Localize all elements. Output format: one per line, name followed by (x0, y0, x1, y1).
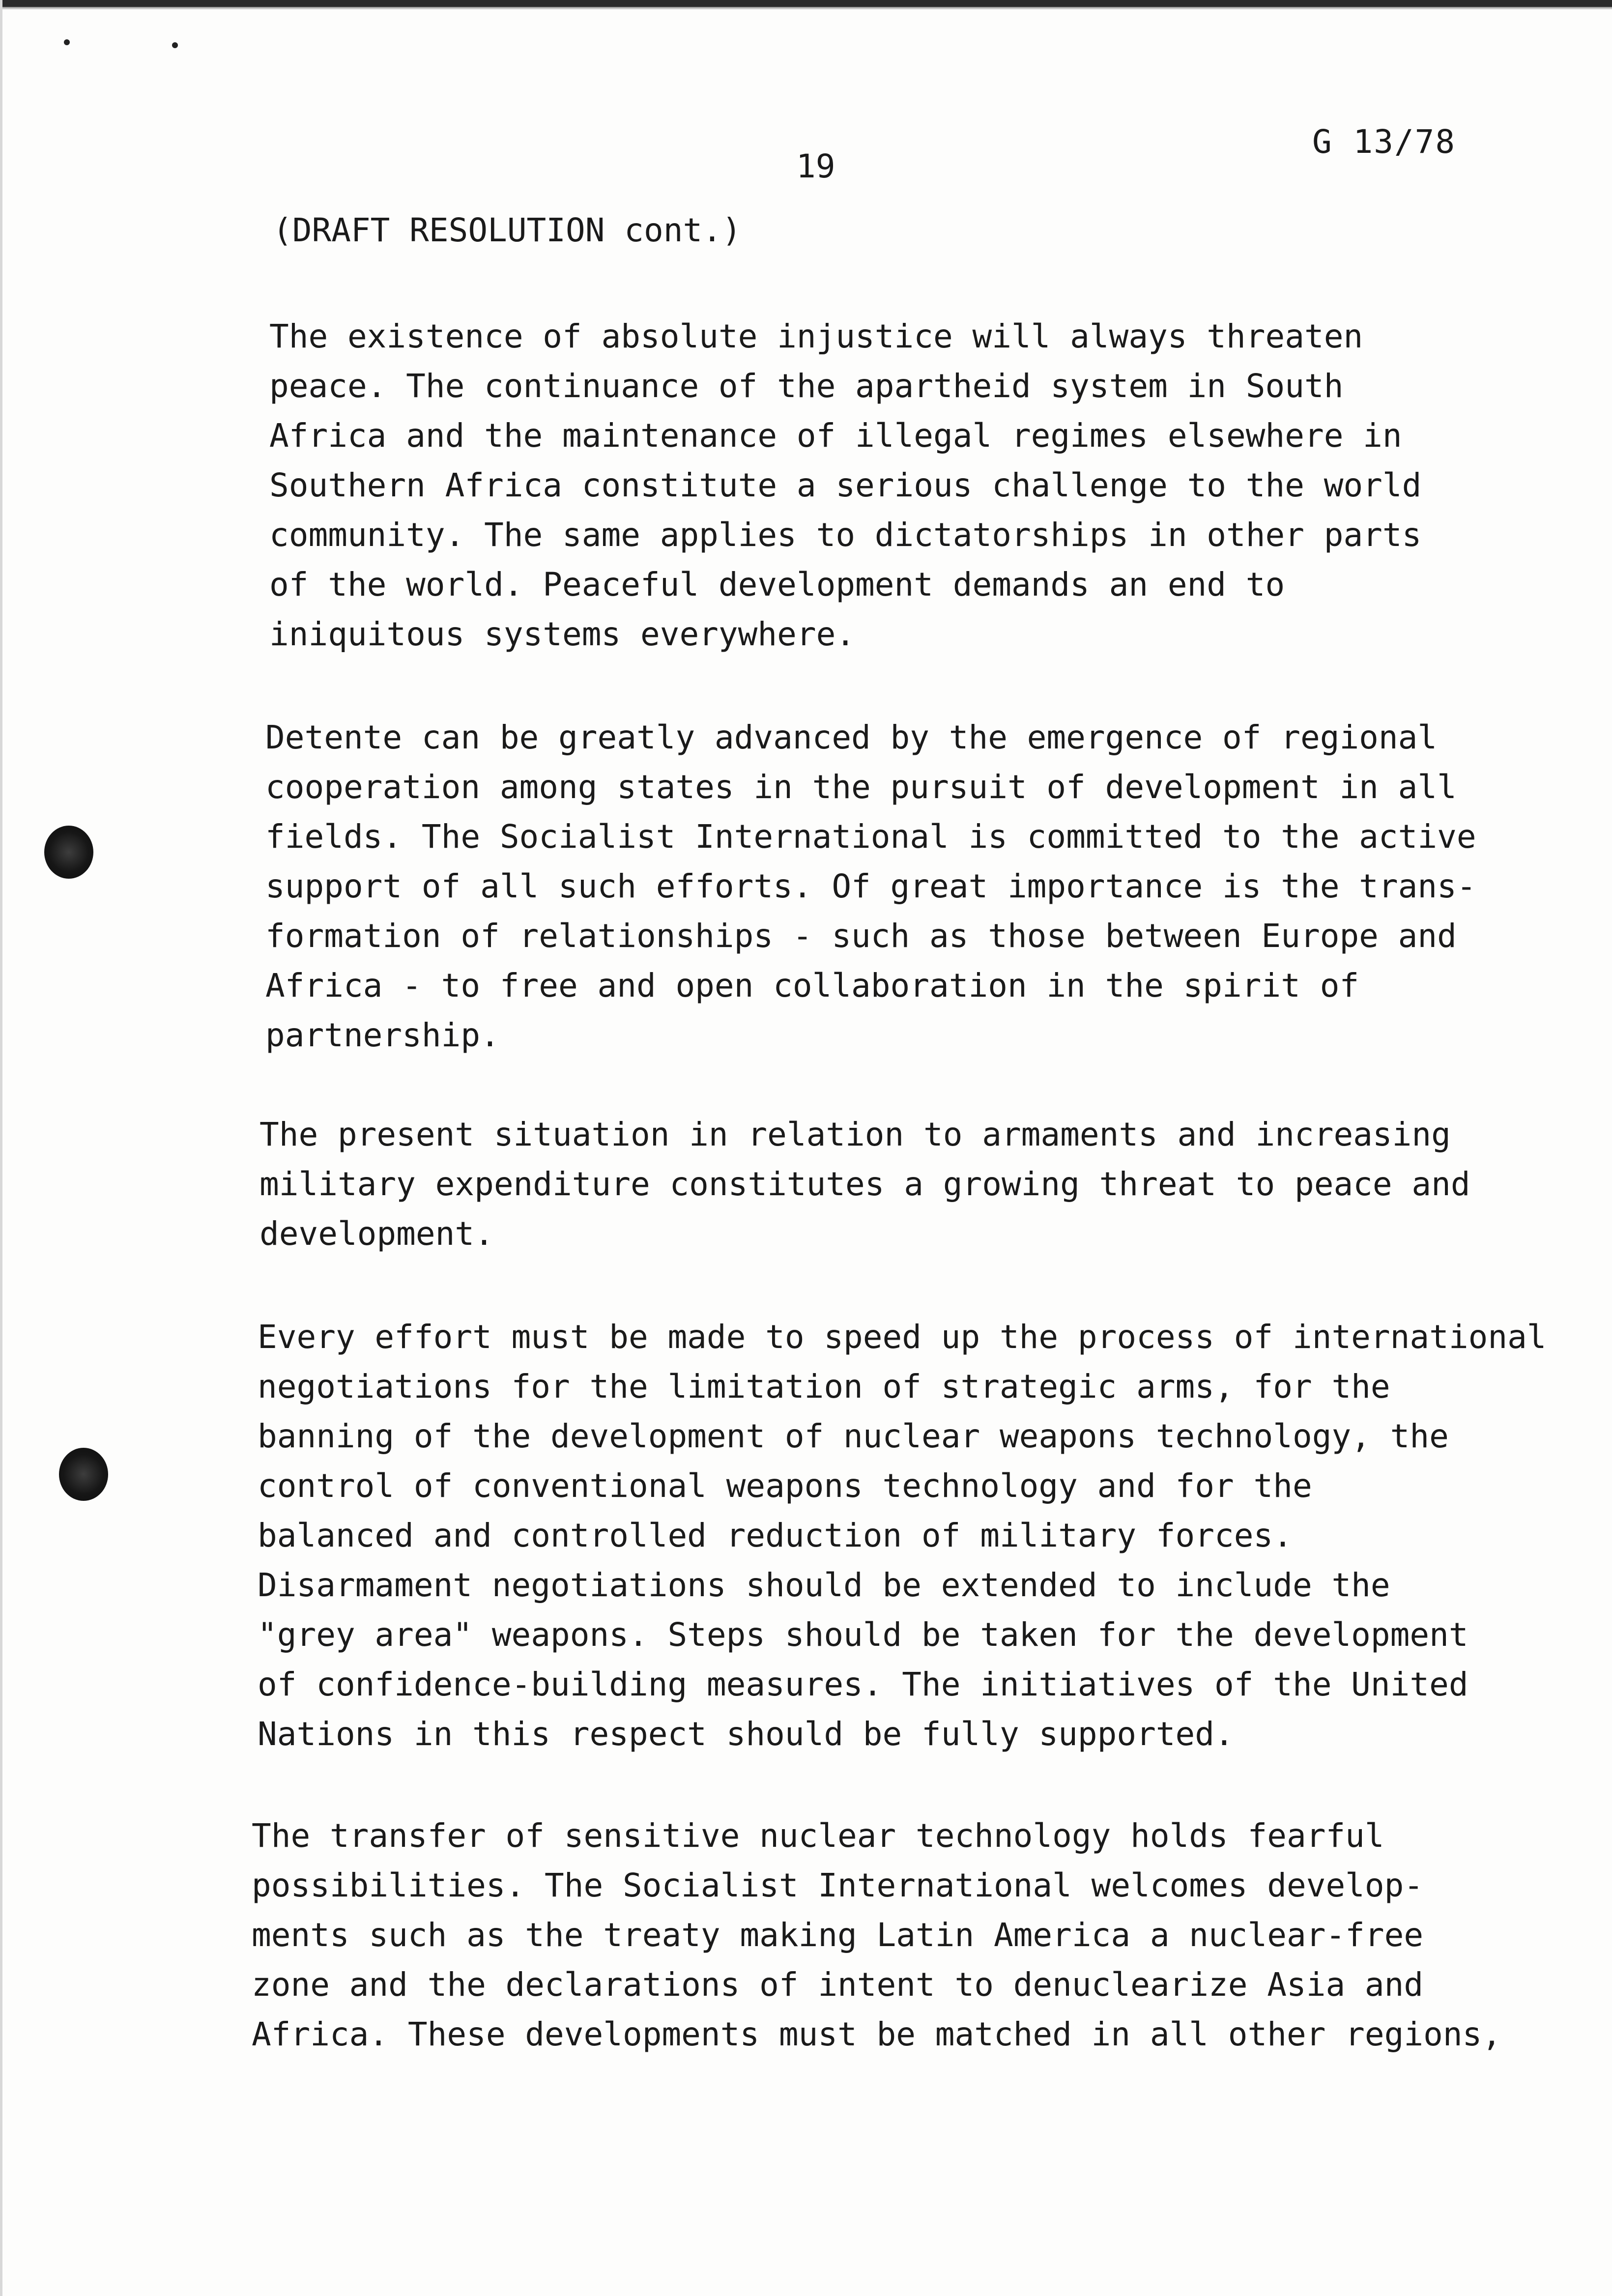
text-line: development. (259, 1215, 494, 1253)
text-line: The existence of absolute injustice will always threaten (269, 317, 1363, 355)
text-line: Africa and the maintenance of illegal regimes elsewhere in (269, 417, 1402, 455)
text-line: of the world. Peaceful development demands an end to (269, 566, 1285, 603)
text-line: formation of relationships - such as those between Europe and (265, 917, 1457, 955)
page-number: 19 (796, 147, 835, 185)
text-line: partnership. (265, 1016, 500, 1054)
text-line: fields. The Socialist International is committed to the active (265, 818, 1476, 856)
punch-hole (59, 1448, 108, 1501)
text-line: Africa - to free and open collaboration in the spirit of (265, 967, 1359, 1004)
text-line: cooperation among states in the pursuit of development in all (265, 768, 1457, 806)
paragraph (258, 1312, 1547, 1759)
document-reference: G 13/78 (1312, 123, 1456, 161)
paragraph (265, 713, 1476, 1060)
text-line: Detente can be greatly advanced by the emergence of regional (265, 718, 1438, 756)
text-line: negotiations for the limitation of strategic arms, for the (258, 1368, 1390, 1406)
text-line: balanced and controlled reduction of military forces. (258, 1517, 1293, 1554)
text-line: The present situation in relation to armaments and increasing (259, 1116, 1451, 1153)
text-line: ments such as the treaty making Latin America a nuclear-free (252, 1916, 1424, 1954)
text-line: Every effort must be made to speed up the process of international (258, 1318, 1547, 1356)
scan-top-edge-shadow (0, 7, 1612, 10)
scan-top-edge (0, 0, 1612, 7)
text-line: iniquitous systems everywhere. (269, 615, 856, 653)
text-line: military expenditure constitutes a growing threat to peace and (259, 1165, 1470, 1203)
text-line: Africa. These developments must be matched in all other regions, (252, 2015, 1502, 2053)
text-line: Southern Africa constitute a serious challenge to the world (269, 466, 1422, 504)
text-line: banning of the development of nuclear weapons technology, the (258, 1417, 1449, 1455)
text-line: community. The same applies to dictatorships in other parts (269, 516, 1422, 554)
text-line: zone and the declarations of intent to denuclearize Asia and (252, 1966, 1424, 2004)
paragraph (259, 1110, 1470, 1259)
paragraph (252, 1811, 1501, 2059)
punch-hole (44, 826, 93, 879)
section-heading: (DRAFT RESOLUTION cont.) (273, 211, 742, 249)
scan-speck (172, 42, 178, 48)
text-line: peace. The continuance of the apartheid system in South (269, 367, 1344, 405)
paragraph (269, 312, 1421, 659)
text-line: of confidence-building measures. The initiatives of the United (258, 1665, 1468, 1703)
scan-speck (64, 39, 70, 45)
text-line: control of conventional weapons technology and for the (258, 1467, 1312, 1505)
text-line: support of all such efforts. Of great importance is the trans- (265, 867, 1476, 905)
text-line: The transfer of sensitive nuclear technology holds fearful (252, 1817, 1384, 1855)
text-line: Nations in this respect should be fully supported. (258, 1715, 1234, 1753)
text-line: "grey area" weapons. Steps should be taken for the development (258, 1616, 1468, 1654)
text-line: Disarmament negotiations should be extended to include the (258, 1566, 1390, 1604)
text-line: possibilities. The Socialist International welcomes develop- (252, 1866, 1424, 1904)
scan-left-edge (0, 0, 2, 2296)
